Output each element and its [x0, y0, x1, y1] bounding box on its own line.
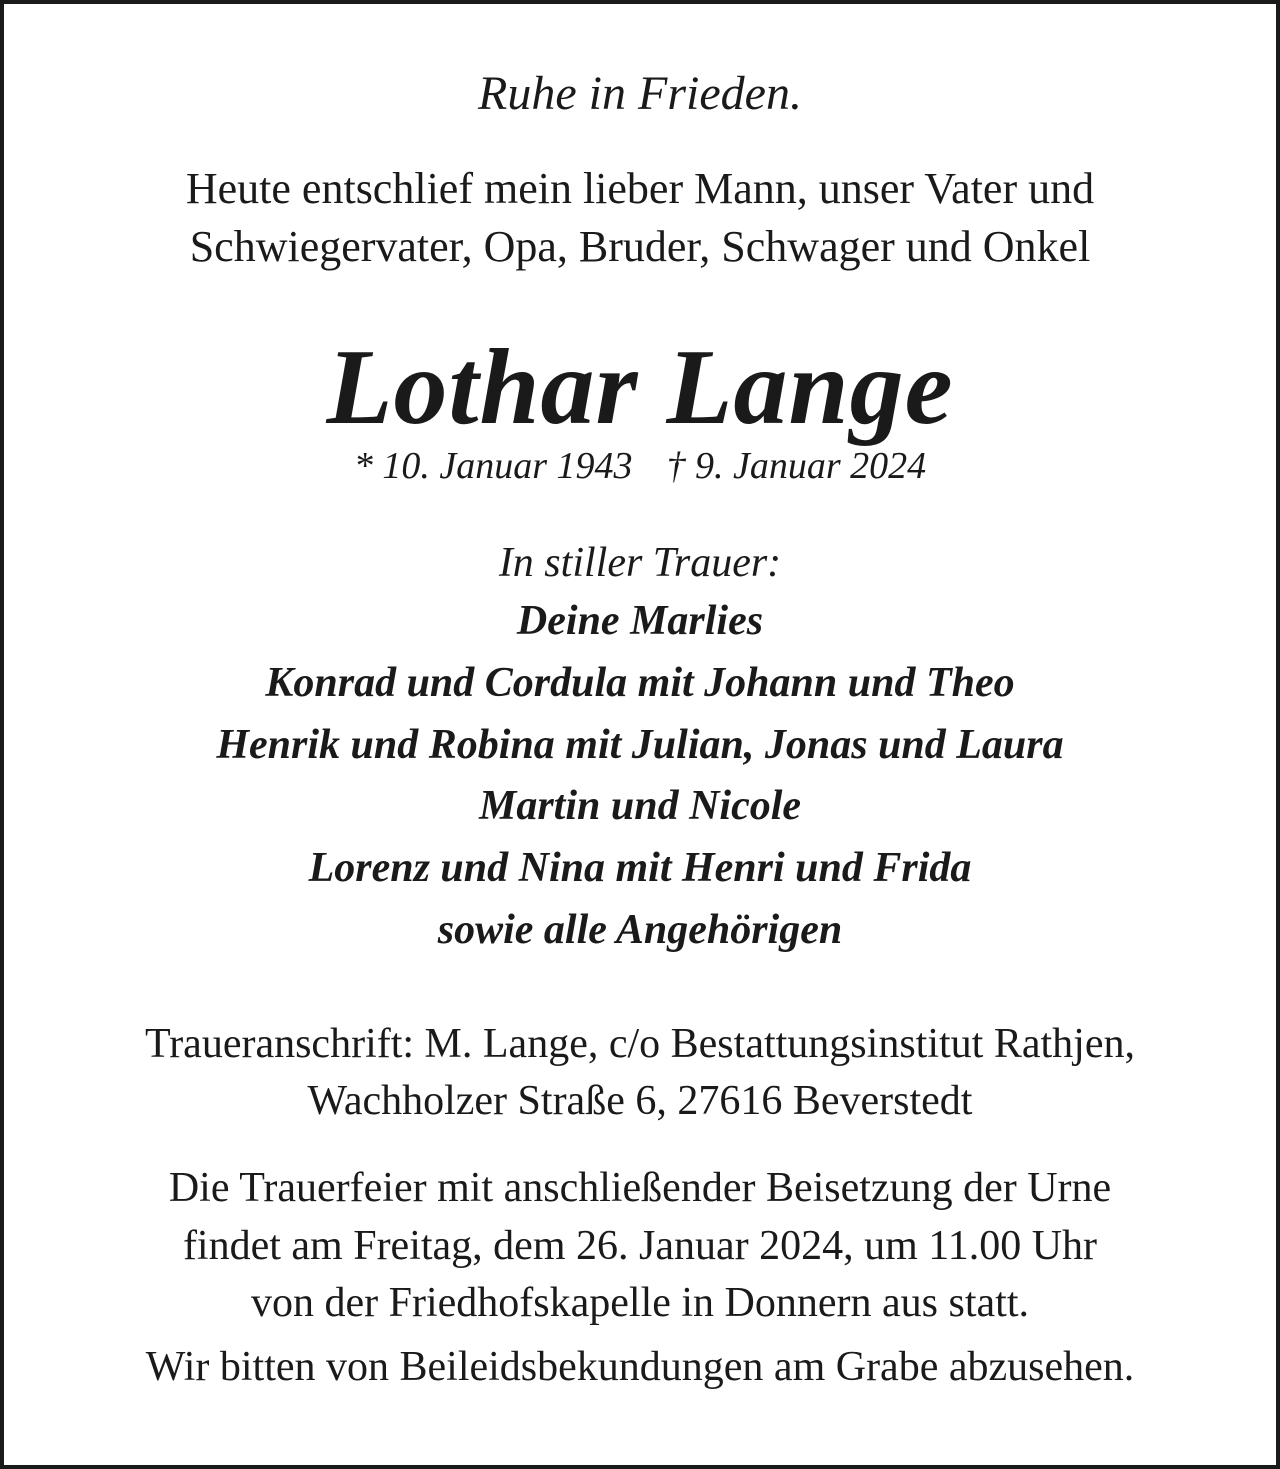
- mourners-heading: In stiller Trauer:: [498, 540, 782, 586]
- mourner-line: Lorenz und Nina mit Henri und Frida: [308, 845, 972, 891]
- mourner-line: Deine Marlies: [516, 598, 764, 644]
- deceased-name: Lothar Lange: [326, 328, 954, 447]
- intro-line: Schwiegervater, Opa, Bruder, Schwager und Onkel: [189, 222, 1091, 271]
- life-dates: [0, 441, 1280, 491]
- ceremony-line: findet am Freitag, dem 26. Januar 2024, um 11.00 Uhr: [182, 1223, 1098, 1269]
- mourner-line: Henrik und Robina mit Julian, Jonas und Laura: [216, 722, 1064, 768]
- birth-date: * 10. Januar 1943: [353, 445, 633, 487]
- condolence-request: Wir bitten von Beileidsbekundungen am Grabe abzusehen.: [145, 1344, 1135, 1390]
- mourner-line: sowie alle Angehörigen: [437, 907, 843, 953]
- intro-line: Heute entschlief mein lieber Mann, unser Vater und: [185, 164, 1095, 213]
- mourner-line: Martin und Nicole: [478, 783, 802, 829]
- mourner-line: Konrad und Cordula mit Johann und Theo: [265, 660, 1015, 706]
- opening-phrase: Ruhe in Frieden.: [478, 67, 802, 120]
- ceremony-line: Die Trauerfeier mit anschließender Beisetzung der Urne: [168, 1165, 1112, 1211]
- mourning-address-line: Traueranschrift: M. Lange, c/o Bestattungsinstitut Rathjen,: [145, 1021, 1135, 1067]
- ceremony-line: von der Friedhofskapelle in Donnern aus statt.: [251, 1280, 1029, 1326]
- death-date: † 9. Januar 2024: [666, 445, 927, 487]
- mourning-address-line: Wachholzer Straße 6, 27616 Beverstedt: [307, 1078, 973, 1124]
